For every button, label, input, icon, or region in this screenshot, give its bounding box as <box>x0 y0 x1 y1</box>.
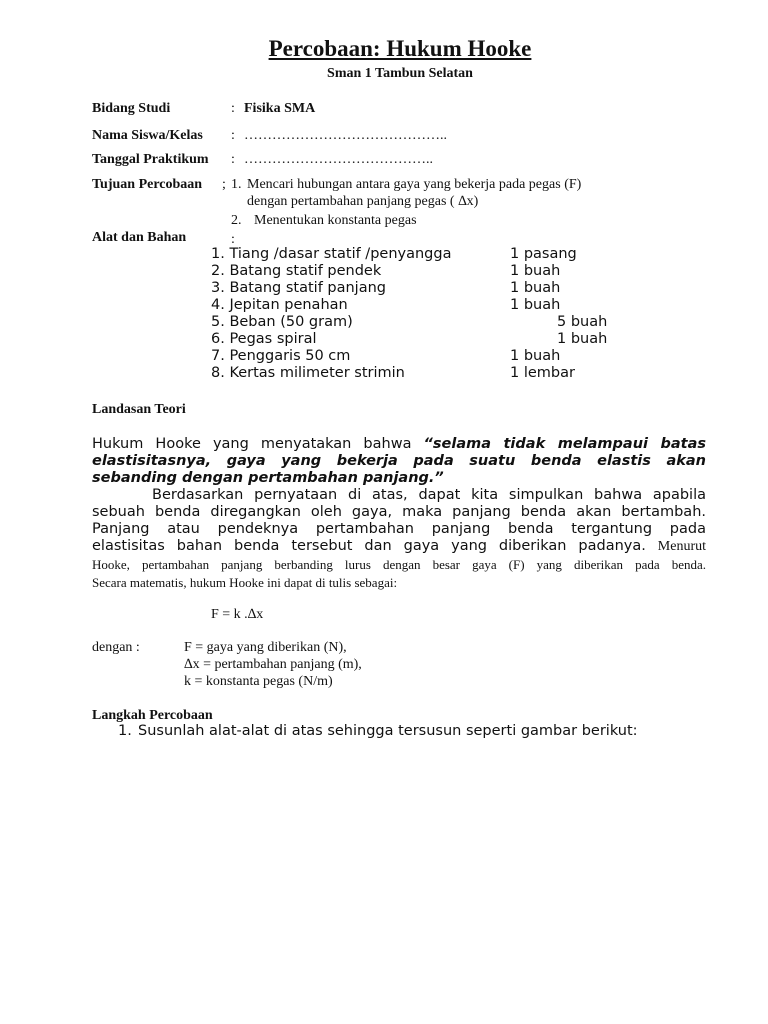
colon-tujuan: ; <box>222 177 226 192</box>
teori-paragraph-2-line-2: sebuah benda diregangkan oleh gaya, maka panjang benda akan bertambah. <box>92 504 706 520</box>
tujuan-number-2: 2. <box>231 213 242 228</box>
teori-paragraph-2-line-1: Berdasarkan pernyataan di atas, dapat kita simpulkan bahwa apabila <box>152 487 706 503</box>
alat-qty-6: 1 buah <box>557 331 608 347</box>
teori-paragraph-2-line-3: Panjang atau pendeknya pertambahan panjang benda tergantung pada <box>92 521 706 537</box>
alat-qty-4: 1 buah <box>510 297 561 313</box>
colon-alat-bahan: : <box>231 232 235 247</box>
teori-quote-part-2: elastisitasnya, gaya yang bekerja pada suatu benda elastis akan <box>92 453 706 469</box>
alat-qty-2: 1 buah <box>510 263 561 279</box>
document-subtitle: Sman 1 Tambun Selatan <box>327 66 473 81</box>
alat-item-1: 1. Tiang /dasar statif /penyangga <box>211 246 452 262</box>
alat-item-8: 8. Kertas milimeter strimin <box>211 365 405 381</box>
step-number-1: 1. <box>118 723 132 739</box>
colon-bidang-studi: : <box>231 101 235 116</box>
alat-qty-5: 5 buah <box>557 314 608 330</box>
definition-spring-constant: k = konstanta pegas (N/m) <box>184 674 333 689</box>
value-tanggal-praktikum: ………………………………….. <box>244 152 433 167</box>
teori-lead-text: Hukum Hooke yang menyatakan bahwa <box>92 436 412 452</box>
dengan-label: dengan : <box>92 640 140 655</box>
heading-langkah-percobaan: Langkah Percobaan <box>92 708 213 723</box>
alat-qty-1: 1 pasang <box>510 246 577 262</box>
alat-qty-7: 1 buah <box>510 348 561 364</box>
alat-item-2: 2. Batang statif pendek <box>211 263 382 279</box>
teori-paragraph-3-line-2: Secara matematis, hukum Hooke ini dapat di tulis sebagai: <box>92 575 398 590</box>
label-nama-siswa: Nama Siswa/Kelas <box>92 128 203 143</box>
colon-nama-siswa: : <box>231 128 235 143</box>
value-bidang-studi: Fisika SMA <box>244 101 316 116</box>
teori-paragraph-1-line-1 <box>92 436 706 452</box>
alat-item-3: 3. Batang statif panjang <box>211 280 386 296</box>
label-tujuan-percobaan: Tujuan Percobaan <box>92 177 203 192</box>
document-title: Percobaan: Hukum Hooke <box>268 36 532 61</box>
alat-qty-8: 1 lembar <box>510 365 575 381</box>
teori-paragraph-2-line-4 <box>92 538 706 555</box>
step-text-1: Susunlah alat-alat di atas sehingga tersusun seperti gambar berikut: <box>138 723 638 739</box>
alat-item-4: 4. Jepitan penahan <box>211 297 348 313</box>
label-alat-bahan: Alat dan Bahan <box>92 230 187 245</box>
colon-tanggal-praktikum: : <box>231 152 235 167</box>
tujuan-number-1: 1. <box>231 177 242 192</box>
value-nama-siswa: …………………………………….. <box>244 128 447 143</box>
alat-item-5: 5. Beban (50 gram) <box>211 314 353 330</box>
hooke-formula: F = k .∆x <box>211 607 264 622</box>
alat-item-7: 7. Penggaris 50 cm <box>211 348 351 364</box>
alat-qty-3: 1 buah <box>510 280 561 296</box>
definition-force: F = gaya yang diberikan (N), <box>184 640 347 655</box>
heading-landasan-teori: Landasan Teori <box>92 402 186 417</box>
teori-paragraph-3-line-1: Hooke, pertambahan panjang berbanding lurus dengan besar gaya (F) yang diberikan pada benda. <box>92 557 706 572</box>
teori-paragraph-2-line-4-text: elastisitas bahan benda tersebut dan gaya yang diberikan padanya. <box>92 538 646 554</box>
definition-delta-x: ∆x = pertambahan panjang (m), <box>184 657 362 672</box>
teori-paragraph-2-serif-tail: Menurut <box>657 539 706 554</box>
teori-quote-part-3: sebanding dengan pertambahan panjang.” <box>92 470 444 486</box>
tujuan-item-1-line1: Mencari hubungan antara gaya yang bekerja pada pegas (F) <box>247 177 582 192</box>
label-bidang-studi: Bidang Studi <box>92 101 171 116</box>
teori-quote-part-1: “selama tidak melampaui batas <box>423 436 707 452</box>
tujuan-item-2: Menentukan konstanta pegas <box>254 213 417 228</box>
label-tanggal-praktikum: Tanggal Praktikum <box>92 152 209 167</box>
tujuan-item-1-line2: dengan pertambahan panjang pegas ( ∆x) <box>247 194 479 209</box>
alat-item-6: 6. Pegas spiral <box>211 331 317 347</box>
